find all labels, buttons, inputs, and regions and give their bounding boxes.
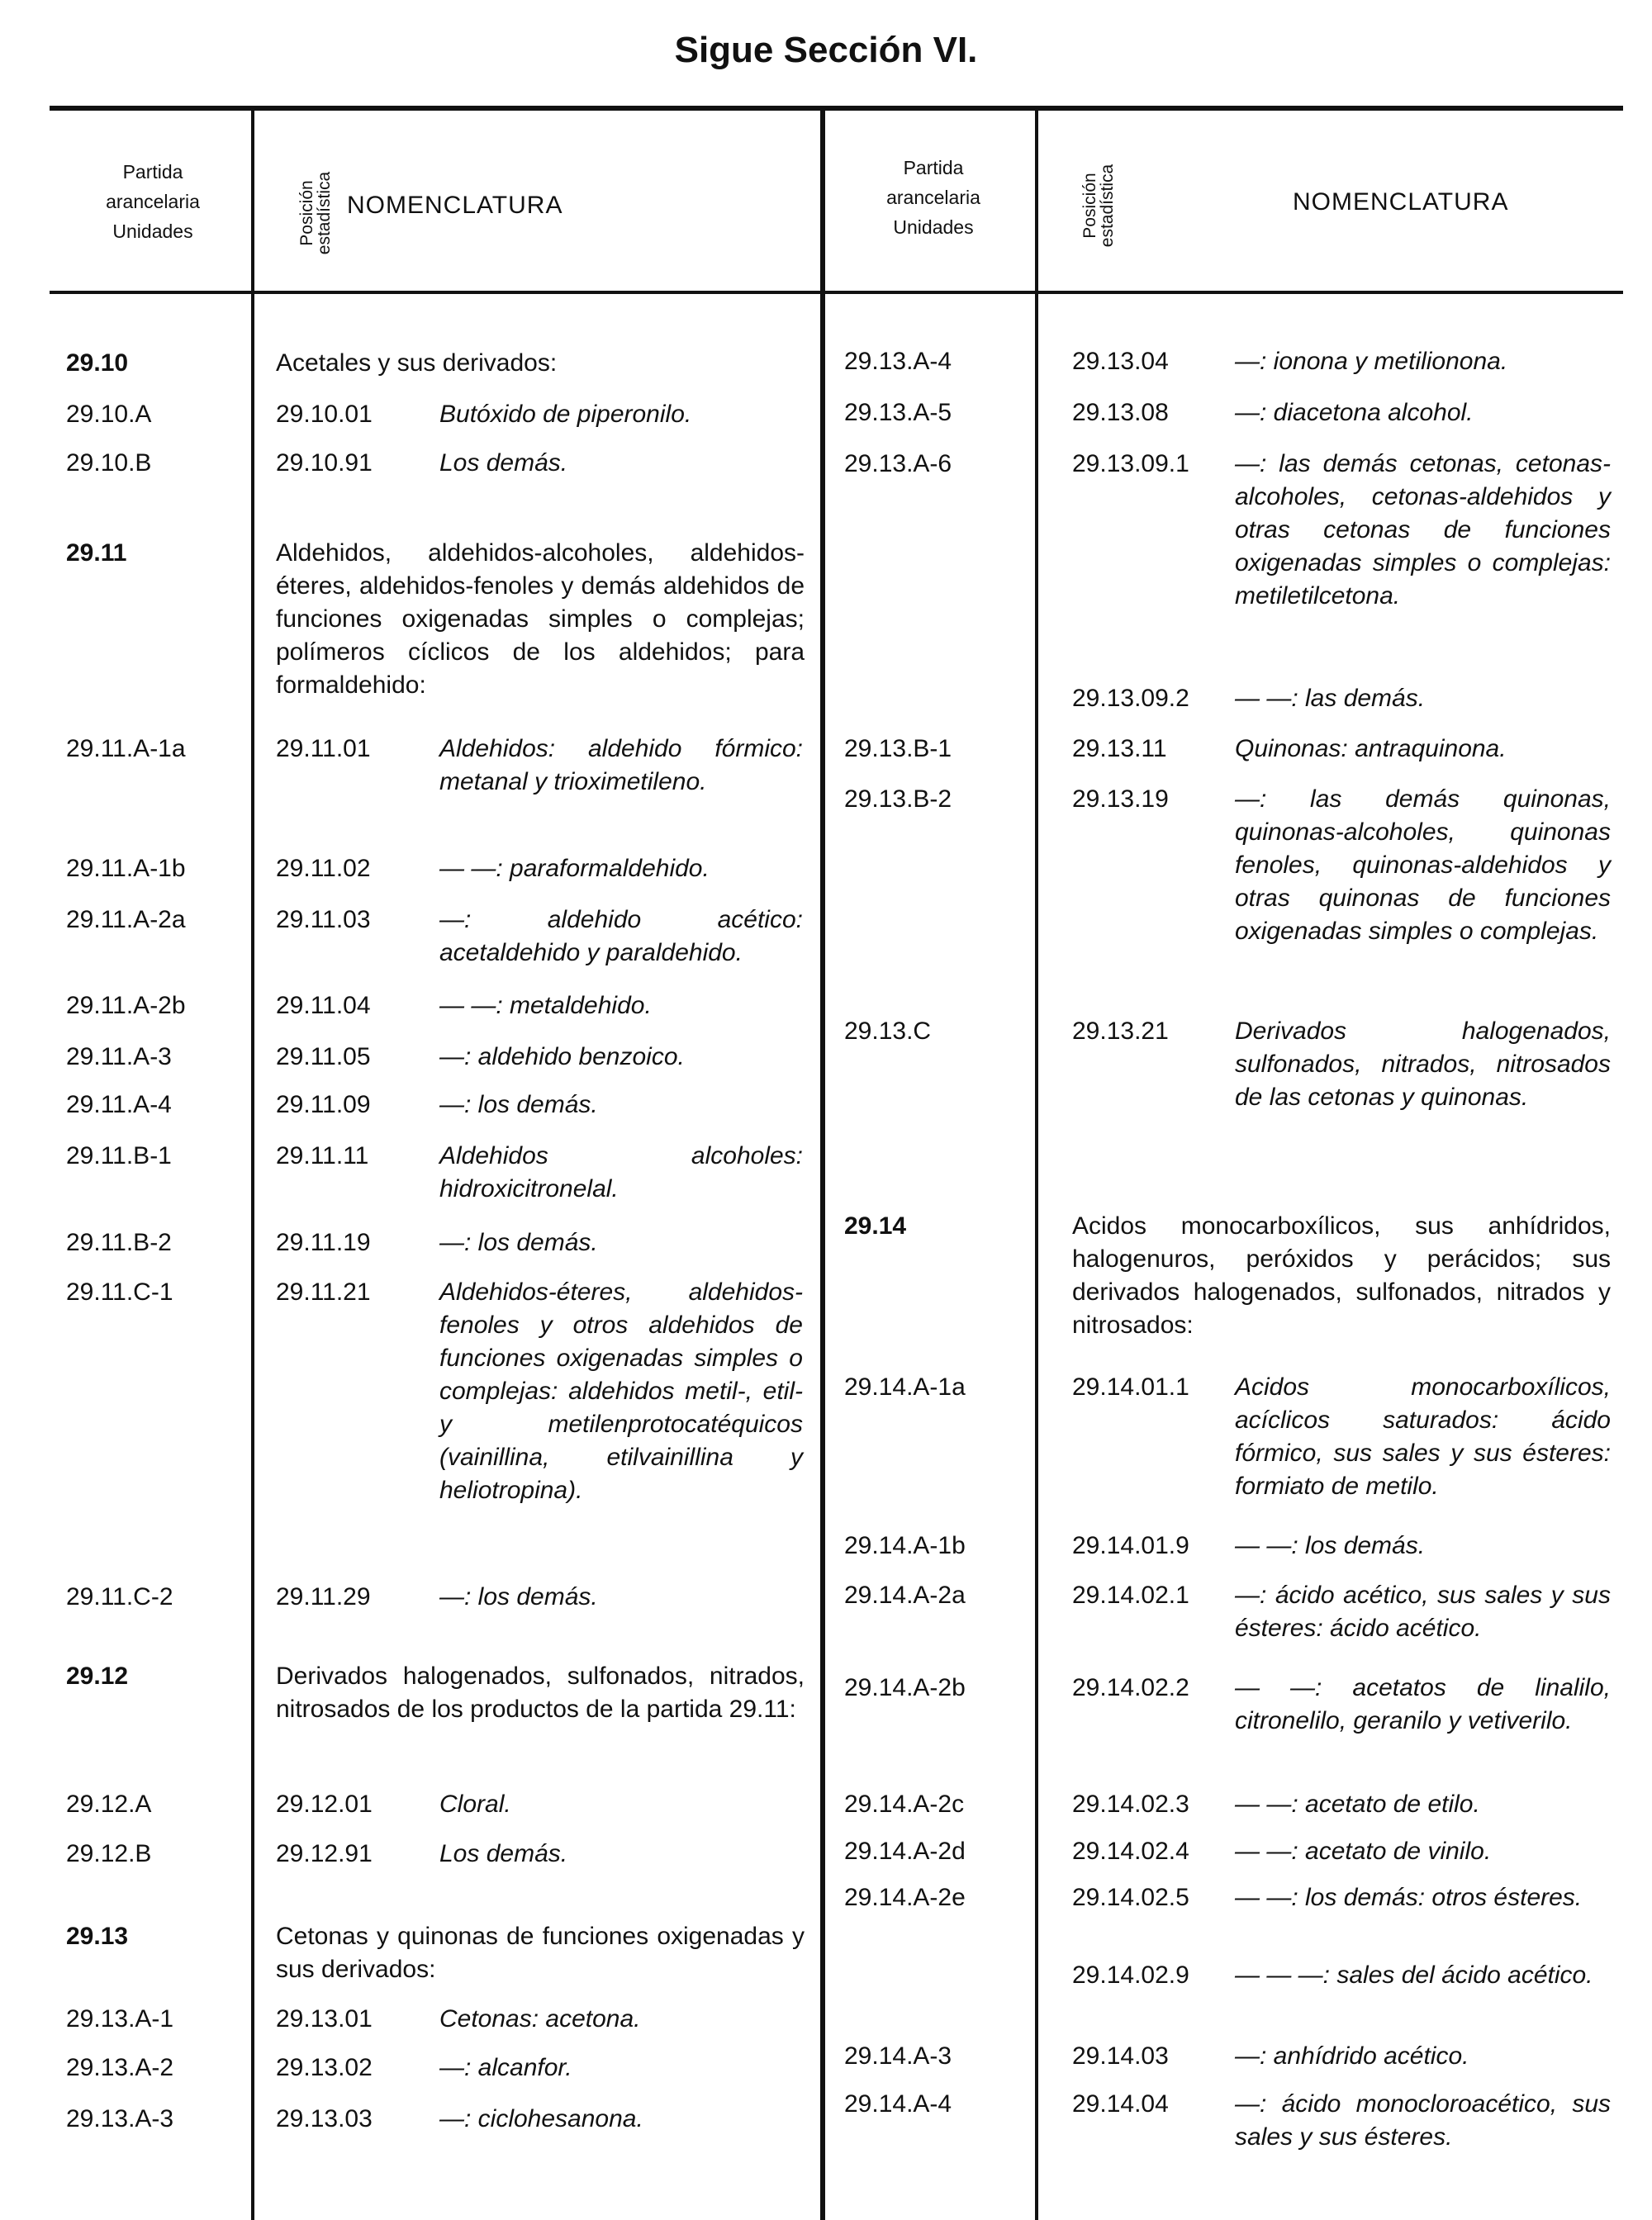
partida: 29.14.A-2e bbox=[844, 1884, 966, 1911]
nomenclatura-text: —: anhídrido acético. bbox=[1235, 2042, 1469, 2070]
posicion-code: 29.14.03 bbox=[1072, 2042, 1169, 2070]
posicion-code: 29.11.02 bbox=[276, 855, 371, 882]
nomenclatura-text: — —: acetato de vinilo. bbox=[1235, 1838, 1492, 1865]
partida: 29.14.A-2b bbox=[844, 1674, 966, 1701]
partida: 29.14.A-1a bbox=[844, 1373, 966, 1401]
partida: 29.13.A-3 bbox=[66, 2105, 174, 2132]
nomenclatura-text: Acidos monocarboxílicos, sus anhídridos, halogenuros, peróxidos y perácidos; sus derivados halogenados, sulfonados, nitrados y nitrosados: bbox=[1072, 1212, 1611, 1339]
nomenclatura-text: Cloral. bbox=[439, 1791, 511, 1818]
posicion-code: 29.12.91 bbox=[276, 1840, 373, 1867]
nomenclatura-text: —: las demás quinonas, quinonas-alcoholes, quinonas fenoles, quinonas-aldehidos y otras quinonas de funciones oxigenadas simples o complejas. bbox=[1235, 785, 1611, 945]
posicion-code: 29.13.01 bbox=[276, 2005, 373, 2033]
partida: 29.10.A bbox=[66, 401, 152, 428]
partida: 29.12 bbox=[66, 1663, 129, 1690]
partida: 29.13 bbox=[66, 1923, 129, 1950]
posicion-code: 29.11.11 bbox=[276, 1142, 369, 1169]
partida: 29.11.A-3 bbox=[66, 1043, 172, 1070]
page-title: Sigue Sección VI. bbox=[674, 30, 978, 70]
nomenclatura-text: Derivados halogenados, sulfonados, nitrados, nitrosados de las cetonas y quinonas. bbox=[1235, 1017, 1611, 1111]
posicion-code: 29.13.02 bbox=[276, 2054, 373, 2081]
partida: 29.11.A-1b bbox=[66, 855, 186, 882]
posicion-code: 29.11.01 bbox=[276, 735, 371, 762]
nomenclatura-text: —: los demás. bbox=[439, 1091, 598, 1118]
posicion-code: 29.14.02.3 bbox=[1072, 1791, 1189, 1818]
header-nomenclatura: NOMENCLATURA bbox=[347, 192, 563, 219]
partida: 29.11.B-1 bbox=[66, 1142, 172, 1169]
posicion-code: 29.10.01 bbox=[276, 401, 373, 428]
posicion-code: 29.14.02.4 bbox=[1072, 1838, 1189, 1865]
partida: 29.12.B bbox=[66, 1840, 152, 1867]
nomenclatura-text: —: alcanfor. bbox=[439, 2054, 572, 2081]
header-posicion: Posición estadística bbox=[297, 171, 334, 255]
posicion-code: 29.13.21 bbox=[1072, 1017, 1169, 1045]
partida: 29.14.A-1b bbox=[844, 1532, 966, 1559]
column-divider-center bbox=[820, 106, 825, 2220]
nomenclatura-text: —: ácido monocloroacético, sus sales y sus ésteres. bbox=[1235, 2090, 1611, 2151]
nomenclatura-text: — —: los demás. bbox=[1235, 1532, 1426, 1559]
nomenclatura-text: Cetonas: acetona. bbox=[439, 2005, 641, 2033]
posicion-code: 29.13.08 bbox=[1072, 399, 1169, 426]
nomenclatura-text: — —: las demás. bbox=[1235, 685, 1426, 712]
header-top-rule bbox=[50, 106, 1623, 111]
posicion-code: 29.14.01.9 bbox=[1072, 1532, 1189, 1559]
nomenclatura-text: — —: metaldehido. bbox=[439, 992, 652, 1019]
partida: 29.14.A-2a bbox=[844, 1582, 966, 1609]
nomenclatura-text: — —: paraformaldehido. bbox=[439, 855, 710, 882]
posicion-code: 29.14.02.5 bbox=[1072, 1884, 1189, 1911]
nomenclatura-text: Aldehidos: aldehido fórmico: metanal y trioximetileno. bbox=[439, 735, 803, 795]
nomenclatura-text: —: ácido acético, sus sales y sus ésteres: ácido acético. bbox=[1235, 1582, 1611, 1642]
partida: 29.11.C-1 bbox=[66, 1278, 173, 1306]
partida: 29.11.A-4 bbox=[66, 1091, 172, 1118]
posicion-code: 29.11.04 bbox=[276, 992, 371, 1019]
partida: 29.12.A bbox=[66, 1791, 152, 1818]
header-bottom-rule bbox=[50, 291, 1623, 294]
nomenclatura-text: —: ciclohesanona. bbox=[439, 2105, 643, 2132]
header-posicion: Posición estadística bbox=[1080, 164, 1117, 248]
nomenclatura-text: —: ionona y metilionona. bbox=[1235, 348, 1508, 375]
nomenclatura-text: Acetales y sus derivados: bbox=[276, 349, 558, 377]
posicion-code: 29.11.05 bbox=[276, 1043, 371, 1070]
posicion-code: 29.13.03 bbox=[276, 2105, 373, 2132]
posicion-code: 29.10.91 bbox=[276, 449, 373, 477]
partida: 29.13.C bbox=[844, 1017, 932, 1045]
nomenclatura-text: —: las demás cetonas, cetonas-alcoholes, cetonas-aldehidos y otras cetonas de funciones oxigenadas simples o complejas: metiletilcetona. bbox=[1235, 450, 1611, 610]
nomenclatura-text: Aldehidos-éteres, aldehidos-fenoles y otros aldehidos de funciones oxigenadas simples o complejas: aldehidos metil-, etil- y metilenprotocatéquicos (vainillina, etilvainillina y heliotropina). bbox=[439, 1278, 803, 1504]
partida: 29.14.A-3 bbox=[844, 2042, 952, 2070]
nomenclatura-text: Cetonas y quinonas de funciones oxigenadas y sus derivados: bbox=[276, 1923, 805, 1983]
nomenclatura-text: —: aldehido benzoico. bbox=[439, 1043, 685, 1070]
partida: 29.11.B-2 bbox=[66, 1229, 172, 1256]
posicion-code: 29.11.19 bbox=[276, 1229, 371, 1256]
posicion-code: 29.11.21 bbox=[276, 1278, 371, 1306]
posicion-code: 29.14.02.9 bbox=[1072, 1961, 1189, 1989]
nomenclatura-text: Derivados halogenados, sulfonados, nitrados, nitrosados de los productos de la partida 29.11: bbox=[276, 1663, 805, 1723]
posicion-code: 29.13.09.1 bbox=[1072, 450, 1189, 477]
nomenclatura-text: —: aldehido acético: acetaldehido y paraldehido. bbox=[439, 906, 803, 966]
nomenclatura-text: Aldehidos alcoholes: hidroxicitronelal. bbox=[439, 1142, 803, 1202]
partida: 29.11 bbox=[66, 539, 127, 567]
nomenclatura-text: Aldehidos, aldehidos-alcoholes, aldehidos-éteres, aldehidos-fenoles y demás aldehidos de funciones oxigenadas simples o complejas; polímeros cíclicos de los aldehidos; para formaldehido: bbox=[276, 539, 805, 699]
header-partida: Partida arancelaria Unidades bbox=[106, 161, 200, 242]
posicion-code: 29.13.19 bbox=[1072, 785, 1169, 813]
nomenclatura-text: Los demás. bbox=[439, 449, 568, 477]
nomenclatura-text: — —: los demás: otros ésteres. bbox=[1235, 1884, 1583, 1911]
partida: 29.13.A-6 bbox=[844, 450, 952, 477]
posicion-code: 29.11.09 bbox=[276, 1091, 371, 1118]
partida: 29.13.B-1 bbox=[844, 735, 952, 762]
partida: 29.14.A-4 bbox=[844, 2090, 952, 2118]
partida: 29.11.A-1a bbox=[66, 735, 186, 762]
partida: 29.14 bbox=[844, 1212, 907, 1240]
nomenclatura-text: — —: acetato de etilo. bbox=[1235, 1791, 1480, 1818]
posicion-code: 29.13.09.2 bbox=[1072, 685, 1189, 712]
posicion-code: 29.14.02.1 bbox=[1072, 1582, 1189, 1609]
nomenclatura-text: Acidos monocarboxílicos, acíclicos saturados: ácido fórmico, sus sales y sus ésteres: formiato de metilo. bbox=[1235, 1373, 1611, 1500]
posicion-code: 29.14.04 bbox=[1072, 2090, 1169, 2118]
partida: 29.10.B bbox=[66, 449, 152, 477]
partida: 29.11.C-2 bbox=[66, 1583, 173, 1610]
nomenclatura-text: —: los demás. bbox=[439, 1583, 598, 1610]
posicion-code: 29.13.11 bbox=[1072, 735, 1167, 762]
nomenclatura-text: Butóxido de piperonilo. bbox=[439, 401, 692, 428]
partida: 29.13.B-2 bbox=[844, 785, 952, 813]
posicion-code: 29.11.03 bbox=[276, 906, 371, 933]
nomenclatura-text: —: los demás. bbox=[439, 1229, 598, 1256]
posicion-code: 29.14.02.2 bbox=[1072, 1674, 1189, 1701]
header-partida: Partida arancelaria Unidades bbox=[886, 157, 980, 238]
partida: 29.10 bbox=[66, 349, 129, 377]
partida: 29.13.A-5 bbox=[844, 399, 952, 426]
partida: 29.14.A-2d bbox=[844, 1838, 966, 1865]
column-divider bbox=[251, 106, 254, 2220]
posicion-code: 29.11.29 bbox=[276, 1583, 371, 1610]
nomenclatura-text: — —: acetatos de linalilo, citronelilo, geranilo y vetiverilo. bbox=[1235, 1674, 1611, 1734]
column-divider bbox=[1035, 106, 1038, 2220]
partida: 29.13.A-4 bbox=[844, 348, 952, 375]
nomenclatura-text: Los demás. bbox=[439, 1840, 568, 1867]
partida: 29.11.A-2b bbox=[66, 992, 186, 1019]
partida: 29.11.A-2a bbox=[66, 906, 186, 933]
nomenclatura-text: — — —: sales del ácido acético. bbox=[1235, 1961, 1593, 1989]
posicion-code: 29.14.01.1 bbox=[1072, 1373, 1189, 1401]
posicion-code: 29.12.01 bbox=[276, 1791, 373, 1818]
header-nomenclatura: NOMENCLATURA bbox=[1293, 188, 1509, 216]
partida: 29.13.A-2 bbox=[66, 2054, 174, 2081]
partida: 29.13.A-1 bbox=[66, 2005, 174, 2033]
posicion-code: 29.13.04 bbox=[1072, 348, 1169, 375]
nomenclatura-text: —: diacetona alcohol. bbox=[1235, 399, 1474, 426]
nomenclatura-text: Quinonas: antraquinona. bbox=[1235, 735, 1507, 762]
partida: 29.14.A-2c bbox=[844, 1791, 965, 1818]
